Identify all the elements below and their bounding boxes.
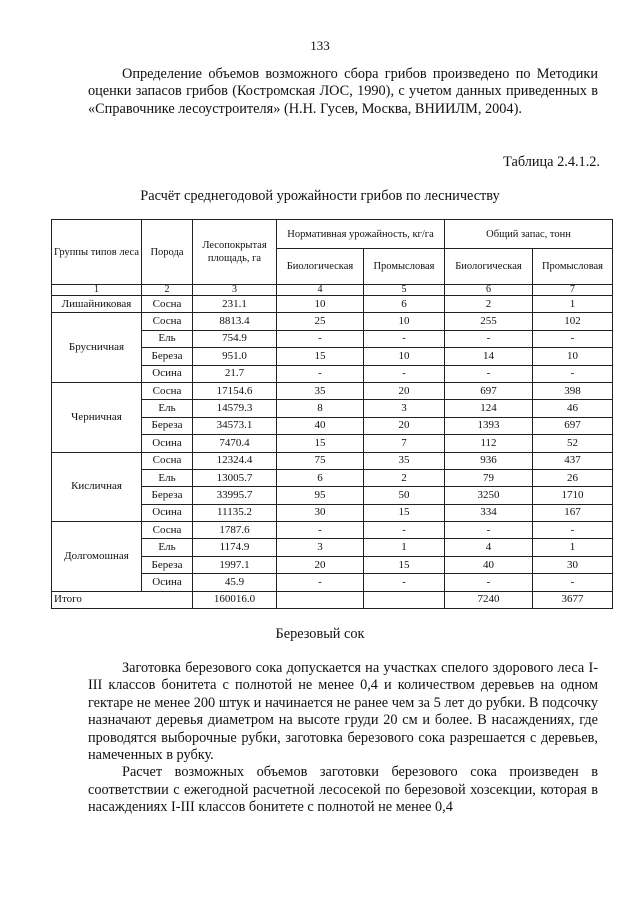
prom-stock-cell: 1710 [533, 487, 613, 504]
bio-stock-cell: 124 [445, 400, 533, 417]
prom-yield-cell: 20 [364, 382, 445, 399]
header-prom: Промысловая [533, 249, 613, 285]
bio-stock-cell: 4 [445, 539, 533, 556]
prom-yield-cell: 7 [364, 435, 445, 452]
section-title: Березовый сок [275, 626, 365, 642]
species-cell: Осина [142, 574, 193, 591]
species-cell: Осина [142, 365, 193, 382]
species-cell: Сосна [142, 382, 193, 399]
header-bio: Биологическая [277, 249, 364, 285]
bio-stock-cell: 334 [445, 504, 533, 521]
table-row [52, 296, 613, 313]
column-number: 2 [142, 285, 193, 296]
prom-yield-cell: - [364, 330, 445, 347]
prom-yield-cell: 3 [364, 400, 445, 417]
species-cell: Береза [142, 556, 193, 573]
table-row [52, 313, 613, 330]
table-row [52, 522, 613, 539]
prom-stock-cell: 10 [533, 348, 613, 365]
species-cell: Сосна [142, 296, 193, 313]
prom-yield-cell: - [364, 574, 445, 591]
bio-stock-cell: 936 [445, 452, 533, 469]
bio-yield-cell: 30 [277, 504, 364, 521]
prom-stock-cell: 167 [533, 504, 613, 521]
species-cell: Осина [142, 504, 193, 521]
column-number: 7 [533, 285, 613, 296]
area-cell: 951.0 [193, 348, 277, 365]
bio-stock-cell: 3250 [445, 487, 533, 504]
forest-group-cell: Брусничная [52, 313, 142, 383]
prom-yield-cell: 15 [364, 556, 445, 573]
header-prom: Промысловая [364, 249, 445, 285]
bio-yield-cell: - [277, 574, 364, 591]
bio-yield-cell: 25 [277, 313, 364, 330]
bio-yield-cell: - [277, 522, 364, 539]
area-cell: 17154.6 [193, 382, 277, 399]
bio-stock-cell: 14 [445, 348, 533, 365]
prom-stock-cell: 102 [533, 313, 613, 330]
bio-yield-cell: 15 [277, 435, 364, 452]
prom-stock-cell: 26 [533, 469, 613, 486]
prom-stock-cell: 46 [533, 400, 613, 417]
prom-yield-cell: 20 [364, 417, 445, 434]
column-number: 6 [445, 285, 533, 296]
bio-yield-cell: 10 [277, 296, 364, 313]
prom-stock-cell: 1 [533, 296, 613, 313]
forest-group-cell: Долгомошная [52, 522, 142, 592]
prom-stock-cell: - [533, 365, 613, 382]
total-label: Итого [52, 591, 193, 608]
bio-stock-cell: 2 [445, 296, 533, 313]
species-cell: Береза [142, 348, 193, 365]
area-cell: 21.7 [193, 365, 277, 382]
prom-stock-cell: - [533, 522, 613, 539]
bio-stock-cell: - [445, 365, 533, 382]
column-number: 4 [277, 285, 364, 296]
bio-stock-cell: 40 [445, 556, 533, 573]
area-cell: 754.9 [193, 330, 277, 347]
area-cell: 1174.9 [193, 539, 277, 556]
prom-stock-cell: 30 [533, 556, 613, 573]
area-cell: 34573.1 [193, 417, 277, 434]
forest-group-cell: Кисличная [52, 452, 142, 522]
species-cell: Береза [142, 487, 193, 504]
prom-yield-cell: - [364, 365, 445, 382]
area-cell: 11135.2 [193, 504, 277, 521]
table-title: Расчёт среднегодовой урожайности грибов по лесничеству [140, 188, 500, 204]
column-number: 5 [364, 285, 445, 296]
header-area: Лесопокрытая площадь, га [193, 220, 277, 285]
prom-stock-cell: 1 [533, 539, 613, 556]
prom-stock-cell: 52 [533, 435, 613, 452]
area-cell: 33995.7 [193, 487, 277, 504]
prom-yield-cell: 2 [364, 469, 445, 486]
species-cell: Ель [142, 539, 193, 556]
bio-yield-cell: 35 [277, 382, 364, 399]
area-cell: 1997.1 [193, 556, 277, 573]
area-cell: 7470.4 [193, 435, 277, 452]
prom-stock-cell: 398 [533, 382, 613, 399]
area-cell: 8813.4 [193, 313, 277, 330]
species-cell: Сосна [142, 452, 193, 469]
species-cell: Ель [142, 330, 193, 347]
bio-stock-cell: - [445, 574, 533, 591]
bio-stock-cell: 79 [445, 469, 533, 486]
bio-yield-cell: 15 [277, 348, 364, 365]
area-cell: 14579.3 [193, 400, 277, 417]
bio-yield-cell: 3 [277, 539, 364, 556]
forest-group-cell: Черничная [52, 382, 142, 452]
prom-stock-cell: 697 [533, 417, 613, 434]
area-cell: 12324.4 [193, 452, 277, 469]
prom-yield-cell: 10 [364, 313, 445, 330]
header-total: Общий запас, тонн [445, 220, 613, 249]
prom-yield-cell: 1 [364, 539, 445, 556]
column-number: 1 [52, 285, 142, 296]
prom-yield-cell: 50 [364, 487, 445, 504]
bio-stock-cell: - [445, 330, 533, 347]
intro-paragraph: Определение объемов возможного сбора грибов произведено по Методики оценки запасов грибов (Костромская ЛОС, 1990), с учетом данных приведенных в «Справочнике лесоустроителя» (Н.Н. Гусев, Москва, ВНИИЛМ, 2004). [88, 66, 598, 117]
prom-yield-cell: 15 [364, 504, 445, 521]
species-cell: Сосна [142, 313, 193, 330]
bio-yield-cell: 40 [277, 417, 364, 434]
total-bio6-cell: 7240 [445, 591, 533, 608]
page-number: 133 [310, 38, 330, 53]
bio-yield-cell: 20 [277, 556, 364, 573]
species-cell: Ель [142, 469, 193, 486]
prom-stock-cell: 437 [533, 452, 613, 469]
header-norm: Нормативная урожайность, кг/га [277, 220, 445, 249]
column-numbers-row [52, 285, 613, 296]
bio-yield-cell: 8 [277, 400, 364, 417]
total-row [52, 591, 613, 608]
prom-yield-cell: 6 [364, 296, 445, 313]
bio-yield-cell: 6 [277, 469, 364, 486]
bio-stock-cell: 1393 [445, 417, 533, 434]
total-prom7-cell: 3677 [533, 591, 613, 608]
area-cell: 231.1 [193, 296, 277, 313]
bio-stock-cell: 255 [445, 313, 533, 330]
bio-yield-cell: 75 [277, 452, 364, 469]
species-cell: Ель [142, 400, 193, 417]
column-number: 3 [193, 285, 277, 296]
species-cell: Сосна [142, 522, 193, 539]
header-group: Группы типов леса [52, 220, 142, 285]
prom-yield-cell: 35 [364, 452, 445, 469]
header-species: Порода [142, 220, 193, 285]
bio-stock-cell: 697 [445, 382, 533, 399]
bio-stock-cell: - [445, 522, 533, 539]
bio-yield-cell: - [277, 365, 364, 382]
bio-stock-cell: 112 [445, 435, 533, 452]
species-cell: Осина [142, 435, 193, 452]
prom-stock-cell: - [533, 574, 613, 591]
header-bio: Биологическая [445, 249, 533, 285]
forest-group-cell: Лишайниковая [52, 296, 142, 313]
area-cell: 45.9 [193, 574, 277, 591]
total-bio4-cell [277, 591, 364, 608]
prom-yield-cell: - [364, 522, 445, 539]
table-label: Таблица 2.4.1.2. [503, 154, 600, 170]
total-area-cell: 160016.0 [193, 591, 277, 608]
area-cell: 1787.6 [193, 522, 277, 539]
table-row [52, 382, 613, 399]
prom-stock-cell: - [533, 330, 613, 347]
table-row [52, 452, 613, 469]
bio-yield-cell: 95 [277, 487, 364, 504]
area-cell: 13005.7 [193, 469, 277, 486]
bio-yield-cell: - [277, 330, 364, 347]
species-cell: Береза [142, 417, 193, 434]
birch-sap-text: Заготовка березового сока допускается на участках спелого здорового леса I-III классов бонитета с полнотой не менее 0,4 и количеством деревьев на одном гектаре не менее 200 штук и начинается не ранее чем за 5 лет до рубки. В подсочку назначают деревья диаметром на высоте груди 20 см и более. В насаждениях, где проводятся выборочные рубки, заготовка березового сока разрешается с деревьев, намеченных в рубку. Расчет возможных объемов заготовки березового сока произведен в соответствии с ежегодной расчетной лесосекой по березовой хозсекции, которая в насаждениях I-III классов бонитете с полнотой не менее 0,4 [88, 660, 598, 816]
total-prom5-cell [364, 591, 445, 608]
prom-yield-cell: 10 [364, 348, 445, 365]
mushroom-yield-table [51, 219, 613, 609]
